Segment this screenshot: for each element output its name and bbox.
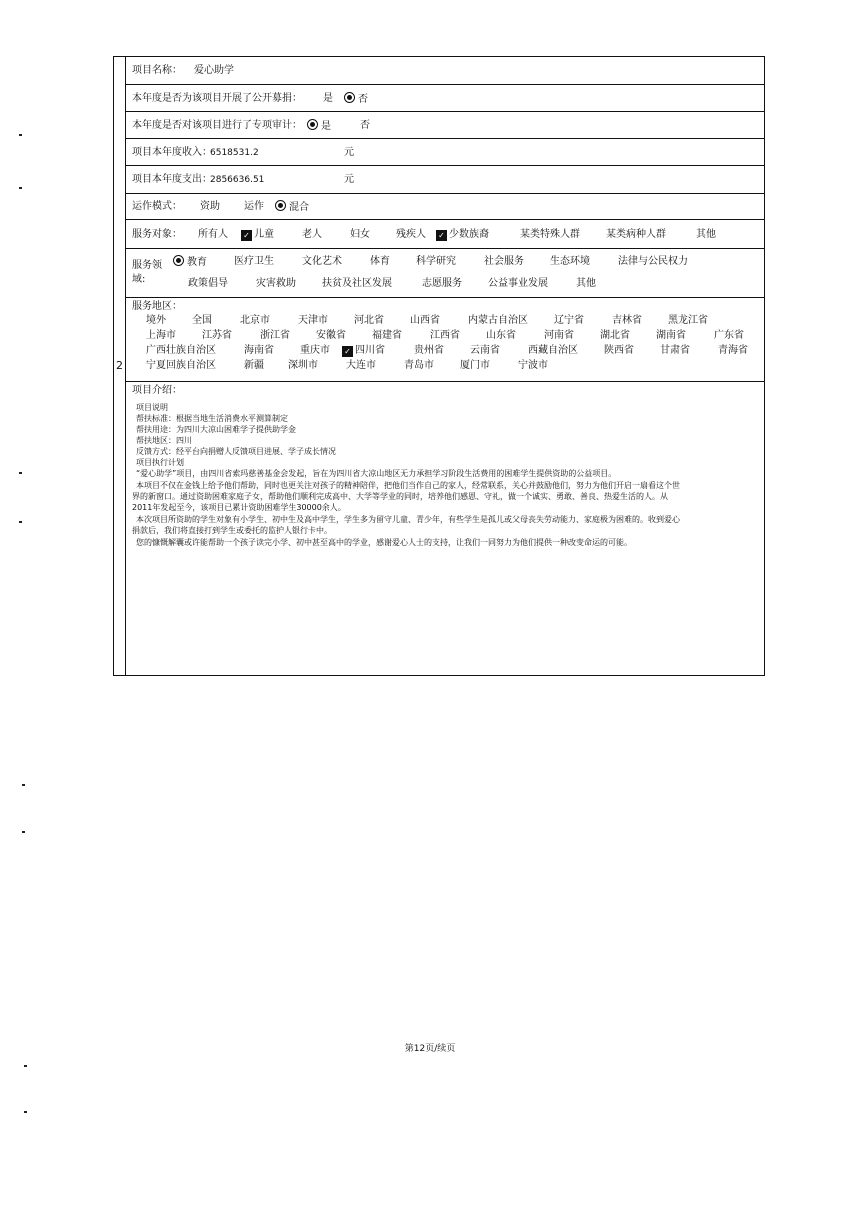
field-poverty[interactable]: 扶贫及社区发展 [322, 278, 392, 289]
checkmark-icon: ✓ [436, 230, 447, 241]
target-children: 儿童 [254, 229, 274, 240]
row-number: 2 [116, 359, 123, 372]
mode-option-operate[interactable]: 运作 [244, 201, 264, 212]
expense-label: 项目本年度支出： [132, 174, 212, 185]
region-item[interactable]: 宁夏回族自治区 [146, 360, 216, 371]
intro-line: “爱心助学”项目，由四川省索玛慈善基金会发起，旨在为四川省大凉山地区无力承担学习阶段生活费用的困难学生提供资助的公益项目。 [136, 469, 617, 478]
margin-mark [22, 831, 25, 833]
audit-yes-radio[interactable] [304, 119, 331, 134]
region-item[interactable]: 甘肃省 [660, 345, 690, 356]
intro-line: 捐款后，我们将直接打到学生或委托的监护人银行卡中。 [132, 526, 332, 535]
field-culture[interactable]: 文化艺术 [302, 256, 342, 267]
margin-mark [19, 521, 22, 523]
row-income [126, 139, 764, 166]
radio-selected-icon [173, 255, 184, 266]
fields-label-1: 服务领 [132, 260, 162, 271]
row-audit [126, 112, 764, 139]
targets-label: 服务对象： [132, 229, 182, 240]
region-item[interactable]: 境外 [146, 315, 166, 326]
field-science[interactable]: 科学研究 [416, 256, 456, 267]
page-footer: 第12页/续页 [404, 1044, 456, 1054]
field-education-radio[interactable] [170, 255, 207, 270]
target-elderly[interactable]: 老人 [302, 229, 322, 240]
region-item[interactable]: 陕西省 [604, 345, 634, 356]
region-item[interactable]: 广西壮族自治区 [146, 345, 216, 356]
region-item[interactable]: 河北省 [354, 315, 384, 326]
target-disabled[interactable]: 残疾人 [396, 229, 426, 240]
intro-line: 帮扶地区：四川 [136, 436, 192, 445]
region-item[interactable]: 辽宁省 [554, 315, 584, 326]
target-disease-group[interactable]: 某类病种人群 [606, 229, 666, 240]
project-form [113, 56, 765, 676]
region-item[interactable]: 河南省 [544, 330, 574, 341]
intro-line: 项目说明 [136, 403, 168, 412]
row-service-targets [126, 220, 764, 249]
mode-option-mixed-radio[interactable] [272, 200, 309, 215]
region-item[interactable]: 西藏自治区 [528, 345, 578, 356]
public-fundraising-label: 本年度是否为该项目开展了公开募捐： [132, 93, 302, 104]
target-special-group[interactable]: 某类特殊人群 [520, 229, 580, 240]
region-item[interactable]: 浙江省 [260, 330, 290, 341]
region-item[interactable]: 宁波市 [518, 360, 548, 371]
region-item[interactable]: 黑龙江省 [668, 315, 708, 326]
project-name-value: 爱心助学 [194, 65, 234, 76]
region-item[interactable]: 山东省 [486, 330, 516, 341]
region-item[interactable]: 云南省 [470, 345, 500, 356]
audit-no[interactable]: 否 [360, 120, 370, 131]
region-item[interactable]: 海南省 [244, 345, 274, 356]
intro-line: 本项目不仅在金钱上给予他们帮助，同时也更关注对孩子的精神陪伴，把他们当作自己的家人，经常联系，关心并鼓励他们，努力为他们开启一扇看这个世 [136, 481, 680, 490]
region-item[interactable]: 北京市 [240, 315, 270, 326]
region-item[interactable]: 江苏省 [202, 330, 232, 341]
checkmark-icon: ✓ [342, 346, 353, 357]
margin-mark [24, 1065, 27, 1067]
region-item[interactable]: 贵州省 [414, 345, 444, 356]
region-item[interactable]: 重庆市 [300, 345, 330, 356]
field-public-welfare[interactable]: 公益事业发展 [488, 278, 548, 289]
intro-label: 项目介绍： [132, 385, 182, 396]
row-project-intro [126, 382, 764, 675]
region-item[interactable]: 山西省 [410, 315, 440, 326]
income-label: 项目本年度收入： [132, 147, 212, 158]
field-policy[interactable]: 政策倡导 [188, 278, 228, 289]
income-value: 6518531.2 [210, 148, 259, 158]
audit-label: 本年度是否对该项目进行了专项审计： [132, 120, 302, 131]
margin-mark [19, 187, 22, 189]
region-item[interactable]: 天津市 [298, 315, 328, 326]
row-expense [126, 166, 764, 194]
margin-mark [22, 784, 25, 786]
target-other[interactable]: 其他 [696, 229, 716, 240]
row-public-fundraising [126, 85, 764, 112]
row-project-name [126, 57, 764, 85]
public-fundraising-no-radio[interactable] [341, 92, 368, 107]
region-sichuan: 四川省 [355, 345, 385, 356]
intro-line: 项目执行计划 [136, 458, 184, 467]
expense-unit: 元 [344, 174, 354, 185]
region-item[interactable]: 厦门市 [460, 360, 490, 371]
region-item[interactable]: 广东省 [714, 330, 744, 341]
target-women[interactable]: 妇女 [350, 229, 370, 240]
intro-line: 2011年发起至今，该项目已累计资助困难学生30000余人。 [132, 503, 346, 512]
region-item[interactable]: 湖北省 [600, 330, 630, 341]
expense-value: 2856636.51 [210, 175, 265, 185]
checkmark-icon: ✓ [241, 230, 252, 241]
target-minorities: 少数族裔 [449, 229, 489, 240]
field-education: 教育 [187, 257, 207, 268]
intro-line: 帮扶标准：根据当地生活消费水平测算制定 [136, 414, 288, 423]
region-item[interactable]: 青海省 [718, 345, 748, 356]
row-operation-mode [126, 194, 764, 220]
region-item[interactable]: 福建省 [372, 330, 402, 341]
mode-option-mixed: 混合 [289, 202, 309, 213]
region-item[interactable]: 湖南省 [656, 330, 686, 341]
audit-yes: 是 [321, 121, 331, 132]
radio-selected-icon [275, 200, 286, 211]
fields-label-2: 域: [132, 274, 146, 285]
region-sichuan-checkbox[interactable] [342, 344, 385, 358]
intro-line: 反馈方式：经平台向捐赠人反馈项目进展、学子成长情况 [136, 447, 336, 456]
row-number-column [114, 57, 126, 675]
row-service-regions [126, 298, 764, 382]
field-social-service[interactable]: 社会服务 [484, 256, 524, 267]
field-ecology[interactable]: 生态环境 [550, 256, 590, 267]
region-item[interactable]: 大连市 [346, 360, 376, 371]
intro-line: 帮扶用途：为四川大凉山困难学子提供助学金 [136, 425, 296, 434]
field-medical[interactable]: 医疗卫生 [234, 256, 274, 267]
region-item[interactable]: 全国 [192, 315, 212, 326]
field-volunteer[interactable]: 志愿服务 [422, 278, 462, 289]
intro-line: 界的新窗口。通过资助困难家庭子女，帮助他们顺利完成高中、大学等学业的同时，培养他们感恩、守礼，做一个诚实、勇敢、善良、热爱生活的人。从 [132, 492, 668, 501]
field-other[interactable]: 其他 [576, 278, 596, 289]
region-item[interactable]: 江西省 [430, 330, 460, 341]
public-fundraising-yes[interactable]: 是 [323, 93, 333, 104]
public-fundraising-no: 否 [358, 94, 368, 105]
field-law[interactable]: 法律与公民权力 [618, 256, 688, 267]
income-unit: 元 [344, 147, 354, 158]
intro-line: 您的慷慨解囊或许能帮助一个孩子读完小学、初中甚至高中的学业，感谢爱心人士的支持，让我们一同努力为他们提供一种改变命运的可能。 [136, 538, 632, 547]
margin-mark [19, 472, 22, 474]
margin-mark [24, 1111, 27, 1113]
region-item[interactable]: 安徽省 [316, 330, 346, 341]
target-minorities-checkbox[interactable] [436, 228, 489, 242]
field-sports[interactable]: 体育 [370, 256, 390, 267]
target-all[interactable]: 所有人 [198, 229, 228, 240]
row-service-fields [126, 249, 764, 298]
mode-label: 运作模式： [132, 201, 182, 212]
project-name-label: 项目名称： [132, 65, 182, 76]
margin-mark [19, 134, 22, 136]
field-disaster[interactable]: 灾害救助 [256, 278, 296, 289]
intro-line: 本次项目所资助的学生对象有小学生、初中生及高中学生，学生多为留守儿童、青少年，有些学生是孤儿或父母丧失劳动能力、家庭极为困难的。收到爱心 [136, 515, 680, 524]
region-item[interactable]: 深圳市 [288, 360, 318, 371]
regions-label: 服务地区： [132, 301, 182, 312]
radio-selected-icon [307, 119, 318, 130]
region-item[interactable]: 内蒙古自治区 [468, 315, 528, 326]
region-item[interactable]: 新疆 [244, 360, 264, 371]
region-item[interactable]: 上海市 [146, 330, 176, 341]
radio-selected-icon [344, 92, 355, 103]
region-item[interactable]: 青岛市 [404, 360, 434, 371]
target-children-checkbox[interactable] [241, 228, 274, 242]
region-item[interactable]: 吉林省 [612, 315, 642, 326]
mode-option-fund[interactable]: 资助 [200, 201, 220, 212]
